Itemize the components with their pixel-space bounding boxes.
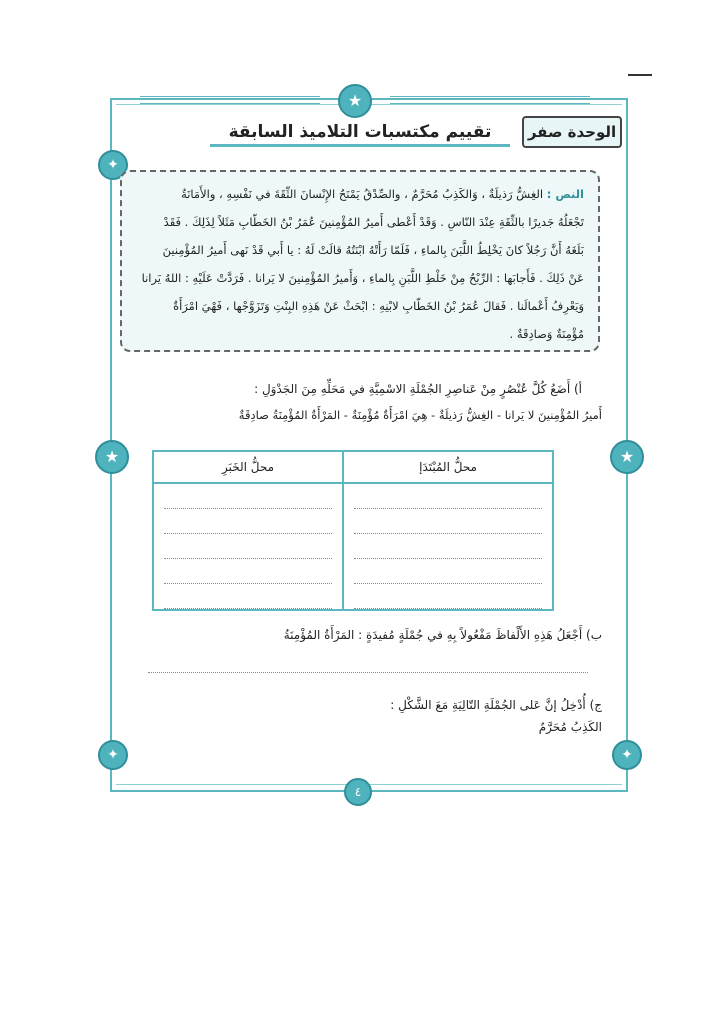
subject-answer-column[interactable]: [343, 483, 553, 610]
question-c-prompt: ج) أُدْخِلُ إنَّ عَلى الجُمْلَةِ التّالِيَةِ مَعَ الشَّكْلِ :: [390, 698, 602, 712]
question-b-prompt: ب) أَجْعَلُ هَذِهِ الأَلْفاظَ مَفْعُولاً بِهِ في جُمْلَةٍ مُفيدَةٍ : المَرْأَةُ المُؤْمِنَةُ: [283, 628, 602, 642]
question-b-answer-line[interactable]: [148, 672, 588, 673]
left-star-medal-icon: ★: [95, 440, 129, 474]
left-bottom-ornament-icon: ✦: [98, 740, 128, 770]
question-c-sentence: الكَذِبُ مُحَرَّمٌ: [538, 720, 602, 734]
predicate-answer-column[interactable]: [153, 483, 343, 610]
table-header-predicate: محلُّ الخَبَرِ: [153, 451, 343, 483]
unit-label: الوحدة صفر: [522, 116, 622, 148]
passage-line-4: عَنْ ذَلِكَ . فَأَجابَها : الرِّبْحُ مِنْ خَلْطِ اللَّبَنِ بِالماءِ ، وَأَميرُ المُؤْمِنينَ لا يَرانا . فَرَدَّتْ عَلَيْهِ : اللهُ يَرانا: [141, 271, 584, 285]
passage-line-6: مُؤْمِنَةٌ وَصادِقَةٌ .: [509, 327, 584, 341]
right-bottom-ornament-icon: ✦: [612, 740, 642, 770]
passage-line-3: بَلَغَهُ أَنَّ رَجُلاً كانَ يَخْلِطُ اللَّبَنَ بِالماءِ ، فَلَمّا رَأَتْهُ ابْنَتُهُ قالَتْ لَهُ : يا أَبي قَدْ نَهى أَميرُ المُؤْمِنينَ: [162, 243, 584, 257]
answer-table: [152, 450, 554, 611]
passage-label: النص :: [546, 187, 584, 201]
passage-box: [120, 170, 600, 352]
table-header-subject: محلُّ المُبْتَدَإ: [343, 451, 553, 483]
top-corner-line: [628, 74, 652, 76]
right-star-medal-icon: ★: [610, 440, 644, 474]
top-right-flourish: [390, 96, 590, 104]
passage-line-5: وَيَعْرِفُ أَعْمالَنا . فَقالَ عُمَرُ بْنُ الخَطّابِ لابْنِهِ : ابْحَثْ عَنْ هَذِهِ البِنْتِ وَتَزَوَّجْها ، فَهْيَ امْرَأَةٌ: [173, 299, 584, 313]
top-left-flourish: [140, 96, 320, 104]
passage-line-2: تَجْعَلُهُ جَديرًا بالثِّقَةِ عِنْدَ النّاسِ . وَقَدْ أَعْطى أَميرُ المُؤْمِنينَ عُمَرُ بْنُ الخَطّابِ مَثَلاً لِذَلِكَ . فَقَدْ: [163, 215, 584, 229]
left-top-ornament-icon: ✦: [98, 150, 128, 180]
page-title: تقييم مكتسبات التلاميذ السابقة: [210, 122, 510, 147]
question-a-items: أَميرُ المُؤْمِنينَ لا يَرانا - الغِشُّ رَذيلَةٌ - هِيَ امْرَأَةٌ مُؤْمِنَةٌ - المَرْأَةُ المُؤْمِنَةُ صادِقَةٌ: [238, 408, 602, 422]
question-a-prompt: أ) أَضَعُ كُلَّ عُنْصُرٍ مِنْ عَناصِرِ الجُمْلَةِ الاسْمِيَّةِ في مَحَلِّهِ مِنَ الجَدْوَلِ :: [254, 382, 582, 396]
passage-line-1: النص : الغِشُّ رَذيلَةٌ ، وَالكَذِبُ مُحَرَّمٌ ، والصِّدْقُ يَمْنَحُ الإِنْسانَ الثِّقَةَ في نَفْسِهِ ، والأَمَانَةُ: [181, 187, 584, 201]
page-number: ٤: [344, 778, 372, 806]
top-star-medal-icon: ★: [338, 84, 372, 118]
